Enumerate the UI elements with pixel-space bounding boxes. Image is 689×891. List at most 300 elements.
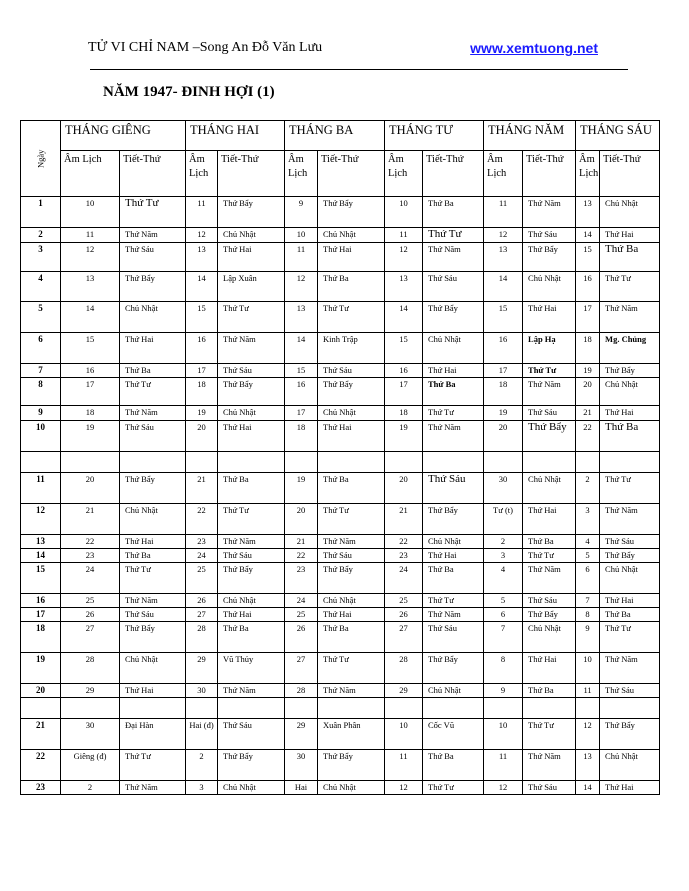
am-lich-cell: 13 — [385, 272, 423, 302]
tiet-thu-cell: Thứ Ba — [600, 243, 660, 272]
tiet-thu-cell: Thứ Năm — [600, 504, 660, 535]
am-lich-cell: 13 — [576, 197, 600, 228]
tiet-thu-cell: Thứ Năm — [120, 781, 186, 795]
am-lich-cell: 18 — [484, 378, 523, 406]
am-lich-cell: 13 — [576, 750, 600, 781]
am-lich-cell: 22 — [285, 549, 318, 563]
tiet-thu-cell: Thứ Tư — [423, 406, 484, 421]
am-lich-cell: 10 — [576, 653, 600, 684]
am-lich-cell: 24 — [186, 549, 218, 563]
am-lich-cell: 24 — [385, 563, 423, 594]
am-lich-cell: 2 — [484, 535, 523, 549]
am-lich-cell: 19 — [576, 364, 600, 378]
am-lich-cell: 26 — [385, 608, 423, 622]
am-lich-cell: 14 — [186, 272, 218, 302]
tiet-thu-cell: Chủ Nhật — [318, 406, 385, 421]
tiet-thu-cell: Thứ Tư — [318, 302, 385, 333]
header-rule — [90, 69, 628, 70]
am-lich-cell: 11 — [61, 228, 120, 243]
am-lich-cell: 7 — [484, 622, 523, 653]
am-lich-cell: 2 — [61, 781, 120, 795]
tiet-thu-cell: Thứ Sáu — [120, 243, 186, 272]
am-lich-cell: 12 — [385, 243, 423, 272]
tiet-thu-cell: Thứ Sáu — [318, 549, 385, 563]
empty-cell — [61, 698, 120, 719]
tiet-thu-cell: Thứ Tư — [423, 228, 484, 243]
tiet-thu-cell: Thứ Sáu — [218, 719, 285, 750]
tiet-thu-cell: Thứ Tư — [218, 302, 285, 333]
empty-cell — [523, 698, 576, 719]
tiet-thu-cell: Lập Xuân — [218, 272, 285, 302]
tiet-thu-cell: Thứ Tư — [523, 364, 576, 378]
tiet-thu-cell: Thứ Ba — [523, 684, 576, 698]
empty-cell — [318, 698, 385, 719]
am-lich-cell: 17 — [484, 364, 523, 378]
tiet-thu-cell: Thứ Ba — [318, 473, 385, 504]
tiet-thu-cell: Xuân Phân — [318, 719, 385, 750]
tiet-thu-cell: Thứ Bẩy — [423, 653, 484, 684]
empty-cell — [21, 698, 61, 719]
am-lich-cell: 18 — [61, 406, 120, 421]
tiet-thu-cell: Thứ Hai — [423, 364, 484, 378]
am-lich-cell: 14 — [484, 272, 523, 302]
empty-cell — [285, 452, 318, 473]
tiet-thu-cell: Chủ Nhật — [423, 535, 484, 549]
tiet-thu-cell: Thứ Năm — [120, 228, 186, 243]
am-lich-cell: Giêng (đ) — [61, 750, 120, 781]
tiet-thu-cell: Thứ Tư — [120, 563, 186, 594]
tiet-thu-cell: Chủ Nhật — [318, 594, 385, 608]
tiet-thu-cell: Thứ Bẩy — [120, 473, 186, 504]
am-lich-cell: 8 — [484, 653, 523, 684]
day-number: 23 — [21, 781, 61, 795]
empty-cell — [600, 452, 660, 473]
am-lich-cell: 4 — [484, 563, 523, 594]
am-lich-cell: 23 — [61, 549, 120, 563]
subheader-row — [21, 151, 660, 197]
am-lich-cell: 12 — [484, 228, 523, 243]
month-header: THÁNG SÁU — [576, 121, 660, 151]
day-number: 20 — [21, 684, 61, 698]
tiet-thu-cell: Thứ Sáu — [600, 684, 660, 698]
am-lich-cell: Hai — [285, 781, 318, 795]
am-lich-cell: 8 — [576, 608, 600, 622]
am-lich-cell: 28 — [186, 622, 218, 653]
am-lich-cell: 22 — [576, 421, 600, 452]
am-lich-cell: 28 — [385, 653, 423, 684]
tiet-thu-cell: Thứ Sáu — [423, 272, 484, 302]
am-lich-cell: 24 — [285, 594, 318, 608]
tiet-thu-cell: Chủ Nhật — [120, 653, 186, 684]
table-row — [21, 750, 660, 781]
am-lich-cell: 17 — [186, 364, 218, 378]
tiet-thu-cell: Thứ Ba — [423, 750, 484, 781]
month-header: THÁNG NĂM — [484, 121, 576, 151]
tiet-thu-cell: Thứ Năm — [318, 684, 385, 698]
am-lich-cell: 21 — [385, 504, 423, 535]
tiet-thu-cell: Thứ Tư — [523, 719, 576, 750]
am-lich-cell: 3 — [576, 504, 600, 535]
am-lich-cell: 10 — [285, 228, 318, 243]
tiet-thu-cell: Thứ Tư — [423, 594, 484, 608]
am-lich-cell: 11 — [385, 228, 423, 243]
month-header: THÁNG TƯ — [385, 121, 484, 151]
table-row — [21, 504, 660, 535]
tiet-thu-cell: Thứ Hai — [423, 549, 484, 563]
tiet-thu-cell: Thứ Hai — [523, 302, 576, 333]
tiet-thu-cell: Thứ Bẩy — [218, 197, 285, 228]
empty-cell — [186, 698, 218, 719]
tiet-thu-cell: Chủ Nhật — [423, 333, 484, 364]
tiet-thu-cell: Thứ Tư — [218, 504, 285, 535]
day-number: 7 — [21, 364, 61, 378]
tiet-thu-cell: Thứ Ba — [600, 608, 660, 622]
am-lich-cell: 30 — [186, 684, 218, 698]
day-number: 6 — [21, 333, 61, 364]
calendar-body — [21, 197, 660, 795]
am-lich-header: Âm Lịch — [61, 151, 120, 197]
am-lich-cell: 10 — [484, 719, 523, 750]
am-lich-cell: 11 — [484, 197, 523, 228]
am-lich-cell: 22 — [186, 504, 218, 535]
tiet-thu-cell: Thứ Năm — [423, 608, 484, 622]
empty-cell — [576, 698, 600, 719]
empty-cell — [120, 452, 186, 473]
tiet-thu-cell: Thứ Sáu — [218, 549, 285, 563]
table-row — [21, 421, 660, 452]
am-lich-cell: 17 — [285, 406, 318, 421]
table-row — [21, 594, 660, 608]
tiet-thu-cell: Thứ Hai — [120, 333, 186, 364]
tiet-thu-cell: Thứ Bẩy — [523, 243, 576, 272]
tiet-thu-cell: Thứ Ba — [218, 473, 285, 504]
tiet-thu-header: Tiết-Thứ — [120, 151, 186, 197]
am-lich-cell: 11 — [484, 750, 523, 781]
am-lich-cell: 4 — [576, 535, 600, 549]
tiet-thu-cell: Thứ Ba — [318, 622, 385, 653]
tiet-thu-cell: Thứ Hai — [218, 243, 285, 272]
am-lich-cell: 28 — [285, 684, 318, 698]
am-lich-cell: 30 — [484, 473, 523, 504]
am-lich-cell: 29 — [385, 684, 423, 698]
am-lich-cell: 19 — [61, 421, 120, 452]
tiet-thu-cell: Thứ Bẩy — [318, 563, 385, 594]
am-lich-cell: 9 — [484, 684, 523, 698]
tiet-thu-cell: Thứ Năm — [423, 243, 484, 272]
am-lich-cell: 12 — [385, 781, 423, 795]
tiet-thu-cell: Đại Hàn — [120, 719, 186, 750]
am-lich-header: Âm Lịch — [576, 151, 600, 197]
day-number: 17 — [21, 608, 61, 622]
am-lich-cell: 24 — [61, 563, 120, 594]
empty-cell — [600, 698, 660, 719]
tiet-thu-cell: Thứ Sáu — [523, 781, 576, 795]
am-lich-cell: 27 — [385, 622, 423, 653]
empty-cell — [120, 698, 186, 719]
am-lich-header: Âm Lịch — [484, 151, 523, 197]
am-lich-cell: 20 — [285, 504, 318, 535]
table-row — [21, 406, 660, 421]
tiet-thu-header: Tiết-Thứ — [318, 151, 385, 197]
tiet-thu-cell: Thứ Sáu — [523, 228, 576, 243]
am-lich-cell: 5 — [576, 549, 600, 563]
month-header: THÁNG HAI — [186, 121, 285, 151]
tiet-thu-cell: Thứ Ba — [600, 421, 660, 452]
day-number: 13 — [21, 535, 61, 549]
am-lich-cell: 23 — [285, 563, 318, 594]
tiet-thu-cell: Thứ Sáu — [120, 608, 186, 622]
empty-cell — [385, 452, 423, 473]
tiet-thu-cell: Thứ Bẩy — [600, 549, 660, 563]
am-lich-cell: 18 — [385, 406, 423, 421]
tiet-thu-cell: Thứ Ba — [218, 622, 285, 653]
table-row — [21, 378, 660, 406]
empty-cell — [21, 452, 61, 473]
tiet-thu-cell: Thứ Năm — [218, 333, 285, 364]
am-lich-cell: 27 — [285, 653, 318, 684]
am-lich-cell: 14 — [285, 333, 318, 364]
table-row — [21, 781, 660, 795]
am-lich-cell: Hai (đ) — [186, 719, 218, 750]
tiet-thu-cell: Thứ Sáu — [423, 622, 484, 653]
am-lich-cell: 6 — [576, 563, 600, 594]
am-lich-cell: 12 — [484, 781, 523, 795]
tiet-thu-cell: Chủ Nhật — [423, 684, 484, 698]
empty-cell — [423, 698, 484, 719]
table-row — [21, 622, 660, 653]
am-lich-cell: 17 — [385, 378, 423, 406]
website-link[interactable]: www.xemtuong.net — [470, 40, 598, 56]
am-lich-cell: 29 — [285, 719, 318, 750]
empty-cell — [484, 452, 523, 473]
am-lich-cell: 28 — [61, 653, 120, 684]
month-header: THÁNG GIÊNG — [61, 121, 186, 151]
table-row — [21, 653, 660, 684]
am-lich-cell: 25 — [285, 608, 318, 622]
tiet-thu-cell: Thứ Ba — [120, 364, 186, 378]
tiet-thu-cell: Chủ Nhật — [523, 473, 576, 504]
am-lich-cell: 20 — [484, 421, 523, 452]
am-lich-cell: 15 — [385, 333, 423, 364]
am-lich-cell: 15 — [285, 364, 318, 378]
am-lich-cell: 19 — [484, 406, 523, 421]
am-lich-cell: 7 — [576, 594, 600, 608]
am-lich-cell: 20 — [576, 378, 600, 406]
empty-cell — [423, 452, 484, 473]
tiet-thu-cell: Thứ Hai — [600, 228, 660, 243]
day-number: 3 — [21, 243, 61, 272]
tiet-thu-cell: Thứ Năm — [218, 684, 285, 698]
tiet-thu-cell: Thứ Tư — [120, 750, 186, 781]
am-lich-header: Âm Lịch — [385, 151, 423, 197]
day-number: 12 — [21, 504, 61, 535]
am-lich-cell: 15 — [61, 333, 120, 364]
tiet-thu-header: Tiết-Thứ — [600, 151, 660, 197]
am-lich-cell: 21 — [186, 473, 218, 504]
tiet-thu-header: Tiết-Thứ — [218, 151, 285, 197]
am-lich-cell: 26 — [285, 622, 318, 653]
header-author: TỬ VI CHỈ NAM –Song An Đỗ Văn Lưu — [88, 40, 323, 55]
am-lich-cell: 21 — [576, 406, 600, 421]
am-lich-cell: 19 — [285, 473, 318, 504]
am-lich-cell: 2 — [576, 473, 600, 504]
tiet-thu-cell: Thứ Bẩy — [218, 750, 285, 781]
tiet-thu-cell: Thứ Bẩy — [120, 622, 186, 653]
tiet-thu-cell: Thứ Ba — [318, 272, 385, 302]
am-lich-cell: 25 — [186, 563, 218, 594]
am-lich-cell: 27 — [61, 622, 120, 653]
tiet-thu-cell: Vũ Thủy — [218, 653, 285, 684]
am-lich-header: Âm Lịch — [186, 151, 218, 197]
am-lich-cell: 13 — [285, 302, 318, 333]
tiet-thu-cell: Thứ Sáu — [218, 364, 285, 378]
tiet-thu-cell: Thứ Bẩy — [523, 421, 576, 452]
am-lich-cell: 23 — [385, 549, 423, 563]
am-lich-cell: 10 — [61, 197, 120, 228]
tiet-thu-cell: Cốc Vũ — [423, 719, 484, 750]
am-lich-cell: 27 — [186, 608, 218, 622]
am-lich-cell: 23 — [186, 535, 218, 549]
tiet-thu-cell: Thứ Hai — [600, 406, 660, 421]
tiet-thu-cell: Thứ Bẩy — [423, 504, 484, 535]
am-lich-cell: 29 — [186, 653, 218, 684]
am-lich-cell: 16 — [576, 272, 600, 302]
tiet-thu-cell: Chủ Nhật — [318, 228, 385, 243]
table-row — [21, 197, 660, 228]
tiet-thu-cell: Thứ Ba — [423, 378, 484, 406]
tiet-thu-cell: Chủ Nhật — [600, 750, 660, 781]
day-number: 5 — [21, 302, 61, 333]
page-title: NĂM 1947- ĐINH HỢI (1) — [103, 84, 275, 100]
am-lich-cell: 15 — [484, 302, 523, 333]
am-lich-cell: 11 — [576, 684, 600, 698]
am-lich-cell: 14 — [576, 228, 600, 243]
am-lich-cell: 30 — [285, 750, 318, 781]
tiet-thu-cell: Thứ Năm — [600, 302, 660, 333]
table-row — [21, 535, 660, 549]
am-lich-cell: 3 — [186, 781, 218, 795]
am-lich-cell: 10 — [385, 719, 423, 750]
am-lich-cell: 16 — [61, 364, 120, 378]
empty-cell — [218, 452, 285, 473]
empty-cell — [218, 698, 285, 719]
am-lich-cell: 25 — [61, 594, 120, 608]
tiet-thu-cell: Thứ Tư — [523, 549, 576, 563]
am-lich-cell: 26 — [61, 608, 120, 622]
tiet-thu-cell: Thứ Hai — [318, 421, 385, 452]
tiet-thu-cell: Thứ Sáu — [600, 535, 660, 549]
am-lich-cell: 20 — [61, 473, 120, 504]
am-lich-cell: 21 — [61, 504, 120, 535]
table-row — [21, 333, 660, 364]
table-row — [21, 563, 660, 594]
tiet-thu-cell: Thứ Năm — [523, 750, 576, 781]
am-lich-cell: 5 — [484, 594, 523, 608]
tiet-thu-cell: Chủ Nhật — [218, 228, 285, 243]
empty-cell — [385, 698, 423, 719]
am-lich-cell: 16 — [385, 364, 423, 378]
am-lich-cell: 18 — [576, 333, 600, 364]
day-number: 19 — [21, 653, 61, 684]
am-lich-cell: 9 — [576, 622, 600, 653]
am-lich-cell: 13 — [484, 243, 523, 272]
ngay-header: Ngày — [21, 121, 61, 197]
tiet-thu-cell: Thứ Năm — [218, 535, 285, 549]
tiet-thu-cell: Thứ Ba — [523, 535, 576, 549]
tiet-thu-cell: Thứ Hai — [120, 535, 186, 549]
table-row — [21, 473, 660, 504]
am-lich-cell: 13 — [61, 272, 120, 302]
table-row — [21, 608, 660, 622]
empty-cell — [484, 698, 523, 719]
table-row — [21, 549, 660, 563]
tiet-thu-cell: Thứ Bẩy — [318, 197, 385, 228]
am-lich-cell: 12 — [61, 243, 120, 272]
tiet-thu-cell: Thứ Bẩy — [318, 750, 385, 781]
day-number: 4 — [21, 272, 61, 302]
am-lich-cell: 20 — [385, 473, 423, 504]
day-number: 8 — [21, 378, 61, 406]
tiet-thu-cell: Thứ Năm — [523, 378, 576, 406]
tiet-thu-cell: Thứ Hai — [523, 504, 576, 535]
am-lich-cell: 18 — [285, 421, 318, 452]
tiet-thu-cell: Thứ Tư — [600, 473, 660, 504]
am-lich-cell: 11 — [285, 243, 318, 272]
am-lich-cell: 10 — [385, 197, 423, 228]
tiet-thu-cell: Thứ Bẩy — [600, 719, 660, 750]
am-lich-cell: 3 — [484, 549, 523, 563]
month-header: THÁNG BA — [285, 121, 385, 151]
am-lich-cell: 11 — [186, 197, 218, 228]
tiet-thu-cell: Thứ Năm — [120, 594, 186, 608]
tiet-thu-cell: Chủ Nhật — [600, 563, 660, 594]
tiet-thu-cell: Thứ Tư — [120, 378, 186, 406]
tiet-thu-cell: Thứ Hai — [318, 608, 385, 622]
tiet-thu-cell: Thứ Hai — [218, 421, 285, 452]
am-lich-cell: 19 — [385, 421, 423, 452]
am-lich-cell: 14 — [385, 302, 423, 333]
empty-cell — [186, 452, 218, 473]
day-number: 21 — [21, 719, 61, 750]
tiet-thu-cell: Kinh Trập — [318, 333, 385, 364]
tiet-thu-cell: Thứ Bẩy — [423, 302, 484, 333]
tiet-thu-cell: Thứ Bẩy — [600, 364, 660, 378]
am-lich-cell: 15 — [576, 243, 600, 272]
am-lich-cell: 14 — [61, 302, 120, 333]
tiet-thu-cell: Chủ Nhật — [120, 504, 186, 535]
tiet-thu-cell: Thứ Tư — [120, 197, 186, 228]
tiet-thu-cell: Thứ Bẩy — [523, 608, 576, 622]
tiet-thu-cell: Thứ Hai — [120, 684, 186, 698]
tiet-thu-cell: Thứ Tư — [318, 504, 385, 535]
am-lich-cell: 29 — [61, 684, 120, 698]
tiet-thu-cell: Thứ Tư — [600, 272, 660, 302]
spacer-row — [21, 698, 660, 719]
tiet-thu-cell: Thứ Năm — [318, 535, 385, 549]
tiet-thu-cell: Thứ Sáu — [523, 594, 576, 608]
tiet-thu-cell: Thứ Ba — [120, 549, 186, 563]
tiet-thu-cell: Thứ Hai — [523, 653, 576, 684]
am-lich-cell: 12 — [285, 272, 318, 302]
table-row — [21, 228, 660, 243]
tiet-thu-cell: Thứ Năm — [523, 197, 576, 228]
am-lich-cell: 30 — [61, 719, 120, 750]
day-number: 22 — [21, 750, 61, 781]
am-lich-cell: 18 — [186, 378, 218, 406]
day-number: 15 — [21, 563, 61, 594]
am-lich-cell: 6 — [484, 608, 523, 622]
tiet-thu-cell: Chủ Nhật — [600, 197, 660, 228]
